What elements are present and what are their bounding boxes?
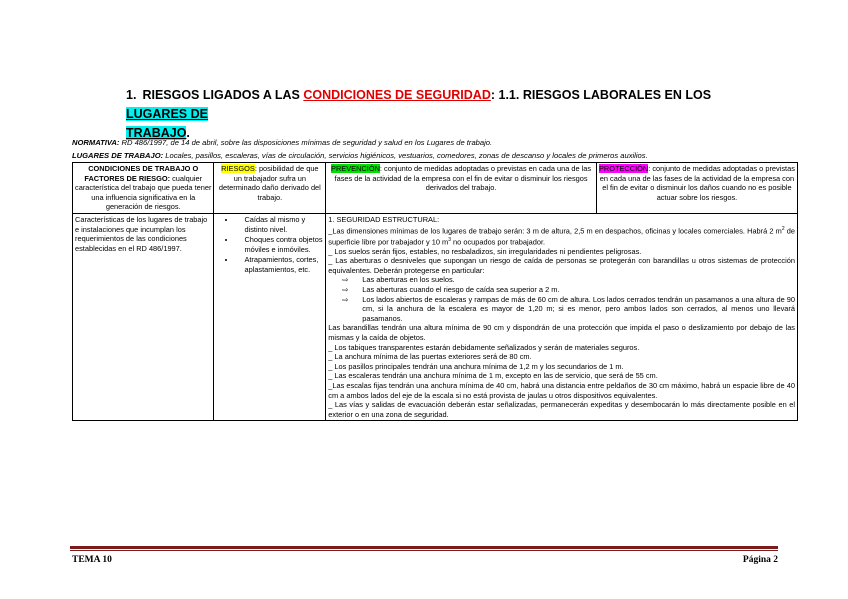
- footer-divider: [70, 546, 778, 549]
- risk-table: [72, 162, 798, 421]
- list-item: • Atrapamientos, cortes, aplastamientos, etc.: [236, 255, 323, 274]
- paragraph-barandillas: Las barandillas tendrán una altura mínima de 90 cm y dispondrán de una protección que impida el paso o deslizamiento por debajo de las mismas y la caída de objetos.: [328, 323, 795, 343]
- header-proteccion-label: PROTECCIÓN: [598, 164, 649, 173]
- header-riesgos-label: RIESGOS: [221, 164, 255, 173]
- seguridad-estructural-title: 1. SEGURIDAD ESTRUCTURAL:: [328, 214, 440, 224]
- normativa-line: [72, 138, 792, 148]
- arrow-bullet-icon: ⇨: [342, 294, 349, 304]
- header-condiciones: [73, 163, 214, 214]
- lugares-label: LUGARES DE TRABAJO:: [72, 151, 164, 160]
- footer-tema: TEMA 10: [72, 555, 112, 565]
- paragraph-evacuacion: _ Las vías y salidas de evacuación deberán estar señalizadas, permanecerán expeditas y desembocarán lo más directamente posible en el exterior o en una zona de seguridad.: [328, 400, 795, 419]
- paragraph-escalas-fijas: _Las escalas fijas tendrán una anchura mínima de 40 cm, habrá una distancia entre peldaños de 30 cm máximo, habrá un espacie libre de 40 cm a ambos lados del eje de la escala si no está provista de jaulas u otros dispositivos equivalentes.: [328, 381, 795, 400]
- header-prevencion-label: PREVENCIÓN: [331, 164, 380, 173]
- paragraph-escaleras: _ Las escaleras tendrán una anchura mínima de 1 m, excepto en las de servicio, que será de 55 cm.: [328, 371, 658, 381]
- lugares-line: [72, 151, 792, 161]
- footer-page-number: Página 2: [742, 555, 778, 565]
- header-condiciones-title: CONDICIONES DE TRABAJO O FACTORES DE RIESGO:: [84, 164, 199, 183]
- arrow-bullet-icon: ⇨: [342, 275, 349, 285]
- paragraph-tabiques: _ Los tabiques transparentes estarán debidamente señalizados y serán de materiales seguros.: [328, 342, 640, 352]
- list-item: • Caídas al mismo y distinto nivel.: [236, 215, 323, 234]
- paragraph-aberturas: _ Las aberturas o desniveles que supongan un riesgo de caída de personas se protegerán con barandillas u otros sistemas de protección equivalentes. Deberán protegerse en particular:: [328, 256, 795, 275]
- list-item: • Choques contra objetos móviles e inmóviles.: [236, 235, 323, 254]
- header-riesgos: [214, 163, 326, 214]
- cell-condiciones-text: Características de los lugares de trabajo e instalaciones que incumplan los requerimientos de las condiciones establecidas en el RD 486/1997.: [75, 214, 208, 253]
- list-item: ⇨ Los lados abiertos de escaleras y rampas de más de 60 cm de altura. Los lados cerrados tendrán un pasamanos a una altura de 90 cm, si la anchura de la escalera es mayor de 1,20 m; si es menor, pero ambos lados son cerrados, al menos uno llevará pasamanos.: [342, 294, 795, 323]
- paragraph-puertas: _ La anchura mínima de las puertas exteriores será de 80 cm.: [328, 352, 532, 362]
- heading-lugares-de: LUGARES DE: [126, 107, 208, 121]
- heading-condiciones-seguridad: CONDICIONES DE SEGURIDAD: [303, 88, 491, 102]
- heading-trabajo: TRABAJO: [126, 126, 187, 140]
- lugares-text: Locales, pasillos, escaleras, vías de circulación, servicios higiénicos, vestuarios, comedores, zonas de descanso y locales de primeros auxilios.: [163, 151, 648, 160]
- heading-text-1: RIESGOS LIGADOS A LAS: [142, 88, 304, 102]
- table-row: [73, 213, 798, 420]
- heading-number: 1.: [126, 88, 137, 102]
- section-heading: [126, 86, 766, 143]
- header-proteccion: [596, 163, 797, 214]
- normativa-text: RD 486/1997, de 14 de abril, sobre las disposiciones mínimas de seguridad y salud en los Lugares de trabajo.: [119, 138, 493, 147]
- heading-end: .: [186, 126, 190, 140]
- cell-condiciones: [73, 213, 214, 420]
- risks-list: [216, 215, 323, 275]
- header-condiciones-text: cualquier característica del trabajo que pueda tener una influencia significativa en la generación de riesgos.: [75, 173, 212, 212]
- header-prevencion: [326, 163, 597, 214]
- normativa-label: NORMATIVA:: [72, 138, 120, 147]
- paragraph-pasillos: _ Los pasillos principales tendrán una anchura mínima de 1,2 m y los secundarios de 1 m.: [328, 361, 624, 371]
- paragraph-dimensiones: _Las dimensiones mínimas de los lugares de trabajo serán: 3 m de altura, 2,5 m en despachos, oficinas y locales comerciales. Habrá 2 $m^2$ de superficie libre por trabajador y 10 $m^3$ no ocupados por trabajador.: [328, 225, 795, 247]
- list-item: ⇨ Las aberturas cuando el riesgo de caída sea superior a 2 m.: [342, 285, 560, 295]
- header-riesgos-text: : posibilidad de que un trabajador sufra un determinado daño derivado del trabajo.: [218, 164, 321, 202]
- table-header-row: [73, 163, 798, 214]
- paragraph-suelos: _ Los suelos serán fijos, estables, no resbaladizos, sin irregularidades ni pendientes peligrosas.: [328, 246, 642, 256]
- header-proteccion-text: : conjunto de medidas adoptadas o previstas en cada una de las fases de la actividad de la empresa con el fin de evitar o disminuir los daños cuando no es posible actuar sobre los riesgos.: [599, 164, 795, 202]
- arrow-bullet-icon: ⇨: [342, 285, 349, 295]
- cell-riesgos: [214, 213, 326, 420]
- heading-text-2: : 1.1. RIESGOS LABORALES EN LOS: [490, 88, 712, 102]
- list-item: ⇨ Las aberturas en los suelos.: [342, 275, 455, 285]
- cell-prevencion: [326, 213, 798, 420]
- header-prevencion-text: : conjunto de medidas adoptadas o previstas en cada una de las fases de la actividad de la empresa con el fin de evitar o disminuir los riesgos derivados del trabajo.: [334, 164, 592, 193]
- footer-divider-thin: [70, 550, 778, 551]
